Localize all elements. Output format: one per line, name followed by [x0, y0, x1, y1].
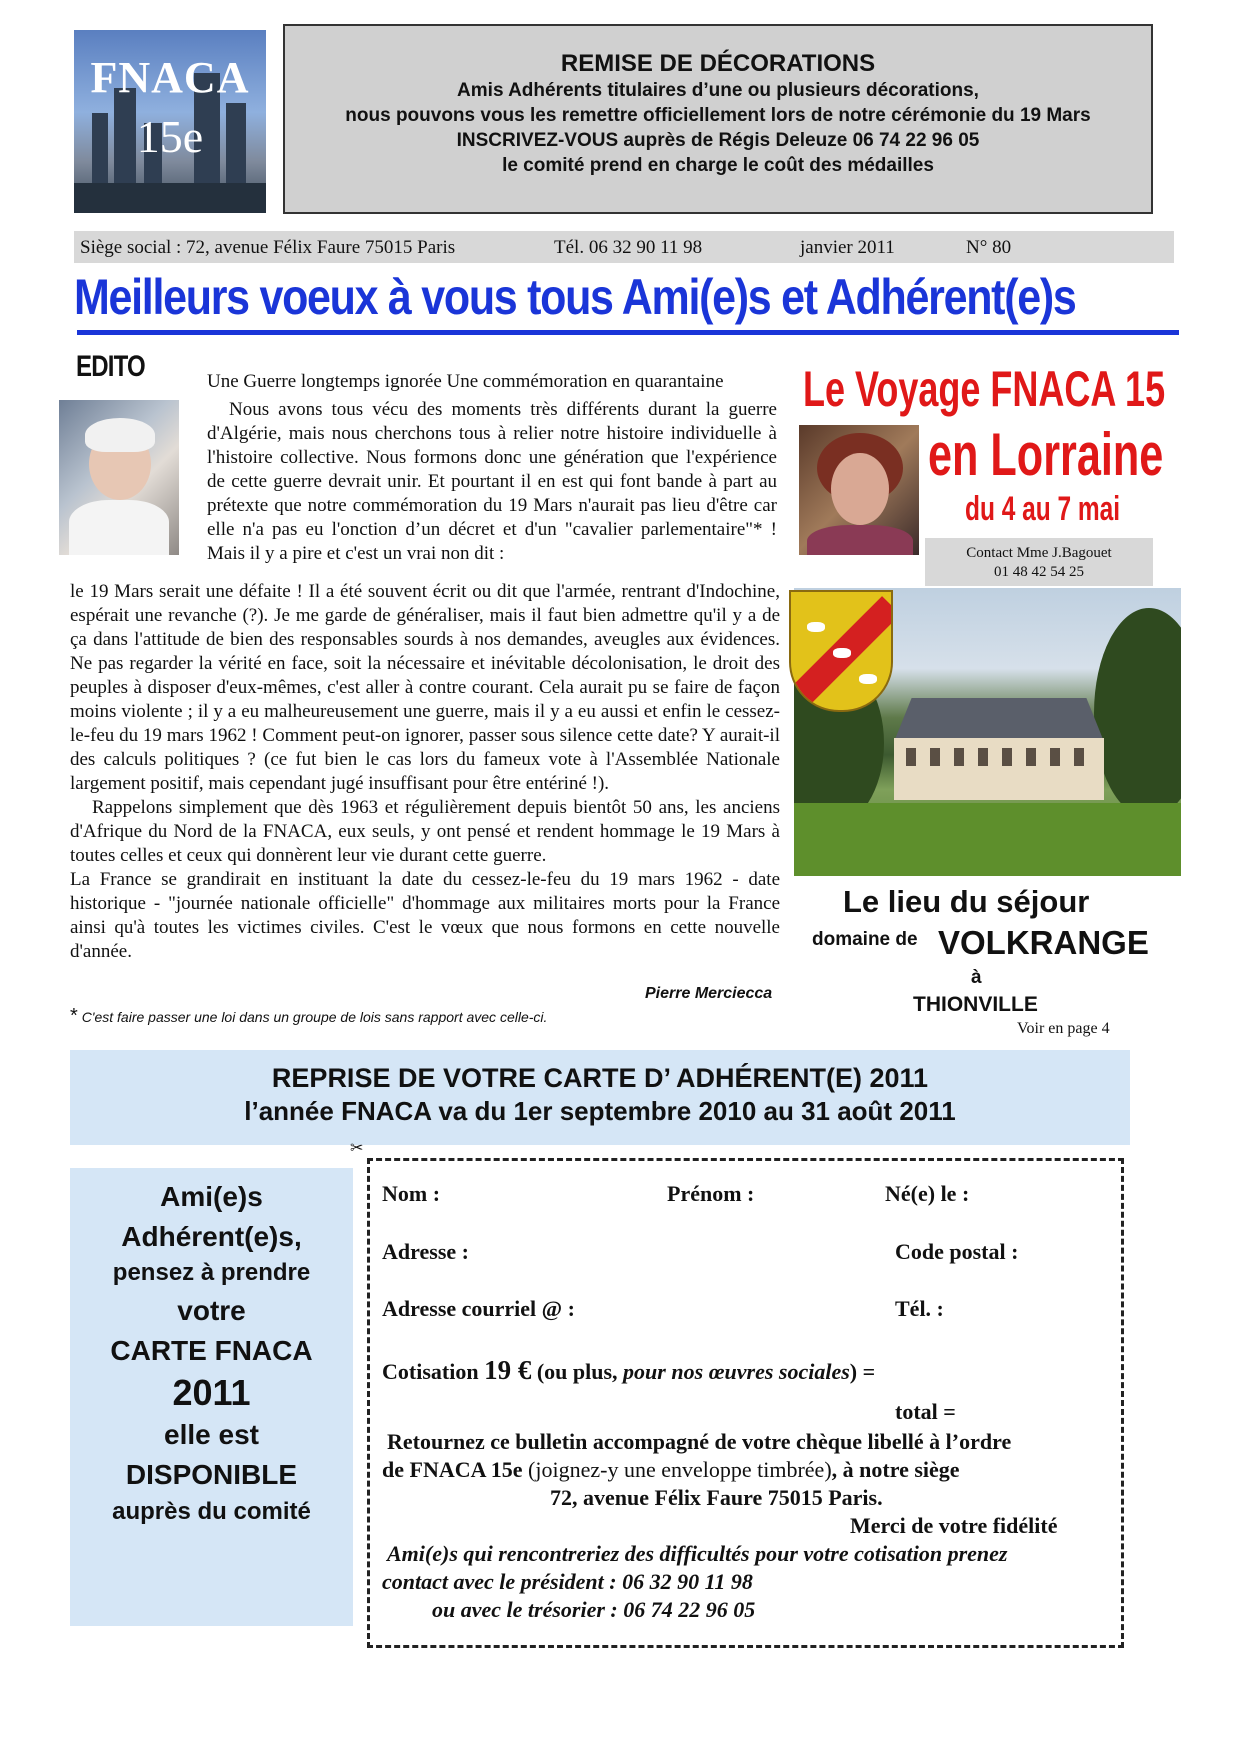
photo-face [831, 453, 889, 525]
footnote-star: * [70, 1005, 78, 1027]
carte-line: Adhérent(e)s, [121, 1220, 302, 1252]
carte-line: Ami(e)s [160, 1181, 263, 1212]
field-adresse[interactable]: Adresse : [382, 1239, 469, 1264]
carte-line: pensez à prendre [112, 1259, 311, 1287]
field-code-postal[interactable]: Code postal : [895, 1239, 1019, 1264]
edito-intro [207, 370, 777, 566]
castle-lawn [794, 803, 1181, 876]
fnaca-logo [74, 30, 266, 213]
reprise-banner [70, 1050, 1130, 1145]
remise-line: le comité prend en charge le coût des médailles [502, 155, 934, 176]
see-page-link: Voir en page 4 [1017, 1020, 1110, 1037]
lieu-city: THIONVILLE [913, 993, 1038, 1016]
edito-label: EDITO [76, 350, 145, 383]
edito-footnote [70, 1005, 547, 1028]
cotisation-label: Cotisation [382, 1359, 479, 1384]
edito-body [70, 580, 780, 964]
carte-line: DISPONIBLE [125, 1458, 298, 1490]
photo-hair [85, 418, 155, 452]
cotisation-note: (ou plus, [536, 1359, 618, 1384]
cotisation-amount: 19 € [484, 1355, 532, 1385]
lorraine-coat-of-arms [789, 590, 893, 712]
cotisation-line [382, 1355, 875, 1386]
remise-decorations-box [283, 24, 1153, 214]
lieu-a: à [971, 967, 982, 988]
return-instructions: Retournez ce bulletin accompagné de votre chèque libellé à l’ordre [387, 1429, 1012, 1454]
edito-paragraph: Rappelons simplement que dès 1963 et régulièrement depuis bientôt 50 ans, les anciens d'Afrique du Nord de la FNACA, eux seuls, y ont pensé et rendent hommage le 19 Mars à toutes celles et ceux qui donnèrent leur vie durant cette guerre. [70, 797, 780, 866]
cotisation-purpose: pour nos œuvres sociales [623, 1359, 850, 1384]
footnote-text: C'est faire passer une loi dans un groupe de lois sans rapport avec celle-ci. [81, 1009, 548, 1025]
president-contact: contact avec le président : 06 32 90 11 98 [382, 1569, 753, 1594]
remise-line: INSCRIVEZ-VOUS auprès de Régis Deleuze 06 74 22 96 05 [456, 130, 980, 151]
scissors-icon: ✂ [350, 1140, 364, 1157]
author-photo [59, 400, 179, 555]
siege-tel: Tél. 06 32 90 11 98 [554, 237, 703, 258]
difficulty-note: Ami(e)s qui rencontreriez des difficultés pour votre cotisation prenez [387, 1541, 1008, 1566]
shield-eagle [833, 648, 851, 658]
logo-subtitle: 15e [136, 111, 204, 162]
shield-eagle [807, 622, 825, 632]
lieu-domaine: domaine de [812, 929, 918, 950]
siege-address: Siège social : 72, avenue Félix Faure 75015 Paris [80, 237, 456, 258]
voyage-dates: du 4 au 7 mai [965, 490, 1121, 528]
castle-roof [884, 698, 1114, 738]
photo-tree [1094, 608, 1181, 818]
edito-author: Pierre Merciecca [645, 985, 773, 1002]
carte-line: votre [177, 1294, 246, 1326]
voyage-region: en Lorraine [928, 421, 1164, 488]
cotisation-equals: ) = [849, 1359, 876, 1384]
voyage-title: Le Voyage FNACA 15 [803, 361, 1166, 417]
header-info-bar [74, 231, 1174, 263]
field-tel[interactable]: Tél. : [895, 1296, 944, 1321]
edito-paragraph: le 19 Mars serait une défaite ! Il a été souvent écrit ou dit que l'armée, rentrant d'Indochine, espérait une revanche (?). Je me garde de généraliser, mais il faut bien admettre qu'il y a de ça dans l'attitude de bien des responsables sourds à nos demandes, aveugles aux évidences. Ne pas regarder la vérité en face, soit la nécessaire et inévitable décolonisation, le droit des peuples à disposer d'eux-mêmes, c'est aller à contre courant. Cela aurait pu se faire de façon moins violente ; il y a eu malheureusement une guerre, mais il y a eu aussi et enfin le cessez-le-feu du 19 mars 1962 ! Comment peut-on ignorer, passer sous silence cette date? Y aurait-il des calculs politiques ? (ce fut bien le cas lors du fameux vote à l'Assemblée Nationale largement positif, mais cependant jugé insuffisant pour être entériné !). [70, 581, 780, 794]
issue-number: N° 80 [966, 237, 1012, 258]
field-prenom[interactable]: Prénom : [667, 1181, 755, 1206]
greetings-banner: Meilleurs voeux à vous tous Ami(e)s et Adhérent(e)s [74, 269, 1076, 325]
castle-window [1050, 748, 1060, 766]
contact-phone: 01 48 42 54 25 [994, 564, 1084, 580]
field-total[interactable]: total = [895, 1399, 956, 1424]
field-birthdate[interactable]: Né(e) le : [885, 1181, 970, 1206]
castle-window [906, 748, 916, 766]
castle-wall [894, 738, 1104, 800]
remise-line: nous pouvons vous les remettre officiellement lors de notre cérémonie du 19 Mars [345, 105, 1091, 126]
edito-paragraph: La France se grandirait en instituant la date du cessez-le-feu du 19 mars 1962 - date historique - "journée nationale officielle" d'hommage aux militaires morts pour la France ainsi qu'à toutes les victimes civiles. C'est le vœux que nous formons en cette nouvelle d'année. [70, 869, 780, 962]
return-address: 72, avenue Félix Faure 75015 Paris. [550, 1485, 883, 1510]
field-nom[interactable]: Nom : [382, 1181, 441, 1206]
logo-water [74, 183, 266, 213]
contact-photo [799, 425, 919, 555]
castle-window [954, 748, 964, 766]
reprise-title: REPRISE DE VOTRE CARTE D’ ADHÉRENT(E) 2011 [271, 1063, 929, 1093]
lieu-title: Le lieu du séjour [843, 884, 1090, 919]
edito-paragraph: Nous avons tous vécu des moments très différents durant la guerre d'Algérie, mais nous cherchons tous à relier notre histoire individuelle à l'histoire collective. Nous formons donc une génération que l'expérience de cette guerre devrait unir. Et pourtant il en est qui font bande à part au prétexte que notre commémoration du 19 Mars n'aurait pas lieu d'être car elle n'a pas eu l'onction d’un décret et d'un "cavalier parlementaire"* ! Mais il y a pire et c'est un vrai non dit : [207, 399, 777, 564]
remise-title: REMISE DE DÉCORATIONS [560, 50, 876, 77]
contact-name: Contact Mme J.Bagouet [966, 545, 1112, 561]
castle-window [978, 748, 988, 766]
photo-shirt [69, 500, 169, 555]
castle-window [1074, 748, 1084, 766]
return-payee: de FNACA 15e [382, 1457, 523, 1482]
carte-line: auprès du comité [112, 1497, 311, 1525]
return-envelope: (joignez-y une enveloppe timbrée) [528, 1457, 832, 1482]
return-instructions-2 [382, 1457, 960, 1483]
castle-window [930, 748, 940, 766]
return-siege: , à notre siège [831, 1457, 960, 1482]
remise-line: Amis Adhérents titulaires d’une ou plusieurs décorations, [457, 80, 979, 101]
treasurer-contact: ou avec le trésorier : 06 74 22 96 05 [432, 1597, 756, 1622]
banner-underline [77, 330, 1179, 335]
shield-eagle [859, 674, 877, 684]
carte-year: 2011 [172, 1372, 251, 1414]
issue-date: janvier 2011 [800, 237, 895, 258]
voyage-contact [925, 538, 1153, 586]
membership-form [367, 1158, 1124, 1648]
castle-window [1026, 748, 1036, 766]
logo-title: FNACA [90, 53, 250, 102]
edito-heading: Une Guerre longtemps ignorée Une commémoration en quarantaine [207, 371, 724, 392]
reprise-subtitle: l’année FNACA va du 1er septembre 2010 au 31 août 2011 [244, 1096, 956, 1126]
thanks-text: Merci de votre fidélité [850, 1513, 1058, 1538]
carte-reminder-box [70, 1168, 353, 1626]
castle-window [1002, 748, 1012, 766]
carte-line: CARTE FNACA [110, 1334, 313, 1366]
carte-line: elle est [164, 1419, 259, 1451]
lieu-name: VOLKRANGE [938, 924, 1149, 961]
field-email[interactable]: Adresse courriel @ : [382, 1296, 575, 1321]
photo-clothing [807, 525, 913, 555]
